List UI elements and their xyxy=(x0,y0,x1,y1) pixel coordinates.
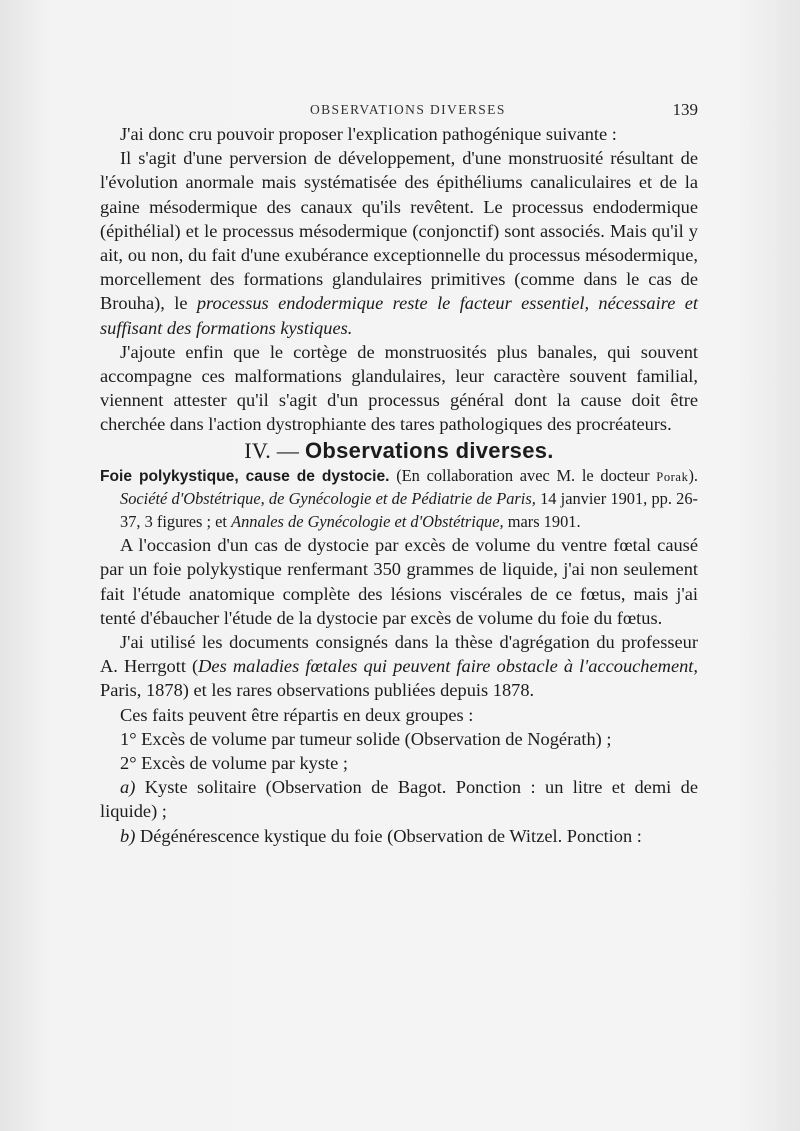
list-item: a) Kyste solitaire (Observation de Bagot. Ponction : un litre et demi de liquide) ; xyxy=(100,777,698,822)
page-header xyxy=(100,96,698,120)
reference-title: Foie polykystique, cause de dystocie. xyxy=(100,467,390,485)
page-body xyxy=(100,122,698,848)
paragraph: J'ai utilisé les documents consignés dans la thèse d'agrégation du professeur A. Herrgott (Des maladies fœtales qui peuvent faire obstacle à l'accouchement, Paris, 1878) et les rares observations publiées depuis 1878. xyxy=(100,631,699,701)
paragraph: J'ai donc cru pouvoir proposer l'explication pathogénique suivante : xyxy=(120,124,617,144)
reference-detail: mars 1901. xyxy=(507,511,581,531)
list-label: a) xyxy=(120,777,136,798)
reference-collab: (En collaboration avec M. le docteur xyxy=(396,465,650,485)
reference-detail: 14 janvier 1901, pp. 26-37, 3 figures ; et xyxy=(120,489,698,531)
reference-journal: Annales de Gynécologie et d'Obstétrique, xyxy=(231,511,504,531)
emphasis-text: processus endodermique reste le facteur essentiel, nécessaire et suffisant des formations kystiques. xyxy=(100,293,698,338)
list-item: b) Dégénérescence kystique du foie (Observation de Witzel. Ponction : xyxy=(120,825,642,846)
emphasis-text: Des maladies fœtales qui peuvent faire obstacle à l'accouchement, xyxy=(198,656,699,677)
bibliographic-reference: Foie polykystique, cause de dystocie. (En collaboration avec M. le docteur Porak). Société d'Obstétrique, de Gynécologie et de Pédiatrie de Paris, 14 janvier 1901, pp. 26-37, 3 figures ; et Annales de Gynécologie et d'Obstétrique, mars 1901. xyxy=(100,465,698,531)
paragraph: Il s'agit d'une perversion de développement, d'une monstruosité résultant de l'évolution anormale mais systématisée des épithéliums canaliculaires et de la gaine mésodermique des canaux qu'ils revêtent. Le processus endodermique (épithélial) et le processus mésodermique (conjonctif) sont associés. Mais qu'il y ait, ou non, du fait d'une exubérance exceptionnelle du processus mésodermique, morcellement des formations glandulaires primitives (comme dans le cas de Brouha), le processus endodermique reste le facteur essentiel, nécessaire et suffisant des formations kystiques. xyxy=(100,148,698,338)
list-item: 1° Excès de volume par tumeur solide (Observation de Nogérath) ; xyxy=(120,728,612,749)
section-number: IV. — xyxy=(244,437,300,463)
section-heading xyxy=(100,437,698,465)
section-name: Observations diverses. xyxy=(304,437,554,463)
reference-author: Porak xyxy=(656,469,689,484)
paragraph: J'ajoute enfin que le cortège de monstruosités plus banales, qui souvent accompagne ces malformations glandulaires, leur caractère souvent familial, viennent attester qu'il s'agit d'un processus général dont la cause doit être cherchée dans l'action dystrophiante des tares pathologiques des procréateurs. xyxy=(100,341,698,435)
list-item: 2° Excès de volume par kyste ; xyxy=(120,752,348,773)
list-label: b) xyxy=(120,825,136,846)
paragraph: Ces faits peuvent être répartis en deux groupes : xyxy=(120,704,474,725)
page-number: 139 xyxy=(672,100,698,119)
reference-journal: Société d'Obstétrique, de Gynécologie et de Pédiatrie de Paris, xyxy=(120,489,536,509)
running-head: OBSERVATIONS DIVERSES xyxy=(310,102,506,117)
paragraph: A l'occasion d'un cas de dystocie par excès de volume du ventre fœtal causé par un foie polykystique renfermant 350 grammes de liquide, j'ai non seulement fait l'étude anatomique complète des lésions viscérales de ce fœtus, mais j'ai tenté d'ébaucher l'étude de la dystocie par excès de volume du foie du fœtus. xyxy=(100,535,698,628)
